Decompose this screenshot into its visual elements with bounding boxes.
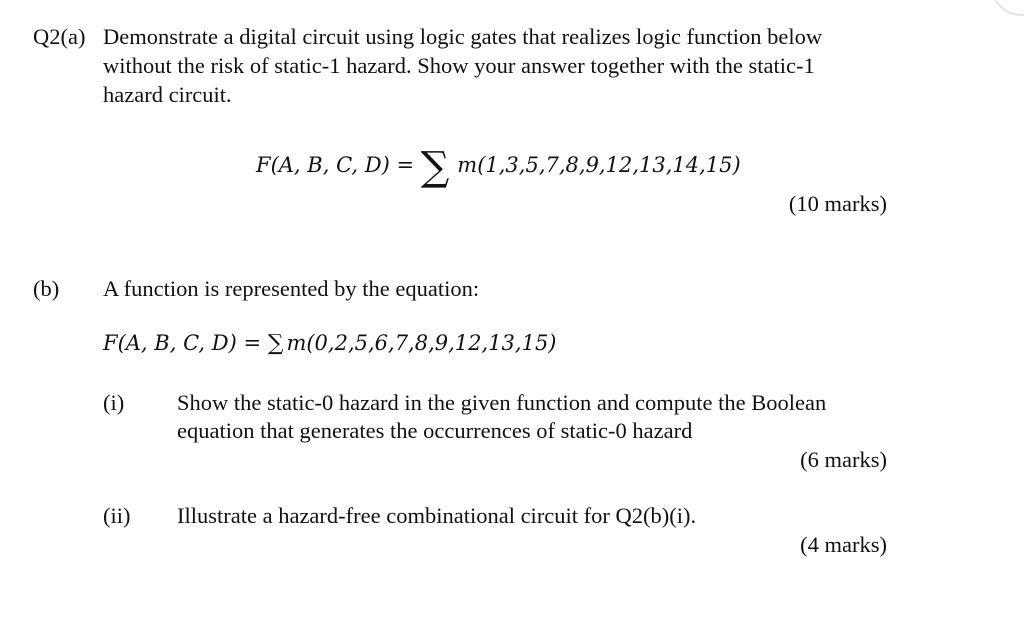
q2b-equation-rhs: m(0,2,5,6,7,8,9,12,13,15) bbox=[286, 331, 557, 355]
part-ii-marks: (4 marks) bbox=[800, 532, 887, 557]
q2b-equation-lhs: F(A, B, C, D) = bbox=[103, 331, 268, 355]
part-i-line-2: equation that generates the occurrences of static-0 hazard bbox=[177, 418, 693, 443]
q2a-equation-lhs: F(A, B, C, D) = bbox=[256, 153, 421, 177]
q2a-line-2: without the risk of static-1 hazard. Show your answer together with the static-1 bbox=[103, 53, 815, 78]
q2b-intro: A function is represented by the equation: bbox=[103, 276, 480, 301]
q2a-line-3: hazard circuit. bbox=[103, 82, 232, 107]
part-i-marks: (6 marks) bbox=[800, 447, 887, 472]
part-ii-label: (ii) bbox=[103, 503, 131, 528]
part-ii-text: Illustrate a hazard-free combinational circuit for Q2(b)(i). bbox=[177, 503, 697, 528]
corner-circle-decoration bbox=[990, 0, 1024, 16]
q2a-line-1: Demonstrate a digital circuit using logic gates that realizes logic function below bbox=[103, 24, 823, 49]
question-label-q2a: Q2(a) bbox=[33, 24, 86, 49]
sigma-symbol: ∑ bbox=[267, 331, 284, 356]
question-label-q2b: (b) bbox=[33, 276, 60, 301]
q2a-equation bbox=[256, 144, 741, 190]
q2a-marks: (10 marks) bbox=[788, 191, 887, 216]
sigma-symbol: ∑ bbox=[420, 144, 450, 190]
part-i-line-1: Show the static-0 hazard in the given function and compute the Boolean bbox=[177, 390, 827, 415]
q2b-equation bbox=[103, 331, 557, 356]
q2a-equation-rhs: m(1,3,5,7,8,9,12,13,14,15) bbox=[457, 153, 741, 177]
part-i-label: (i) bbox=[103, 390, 125, 415]
